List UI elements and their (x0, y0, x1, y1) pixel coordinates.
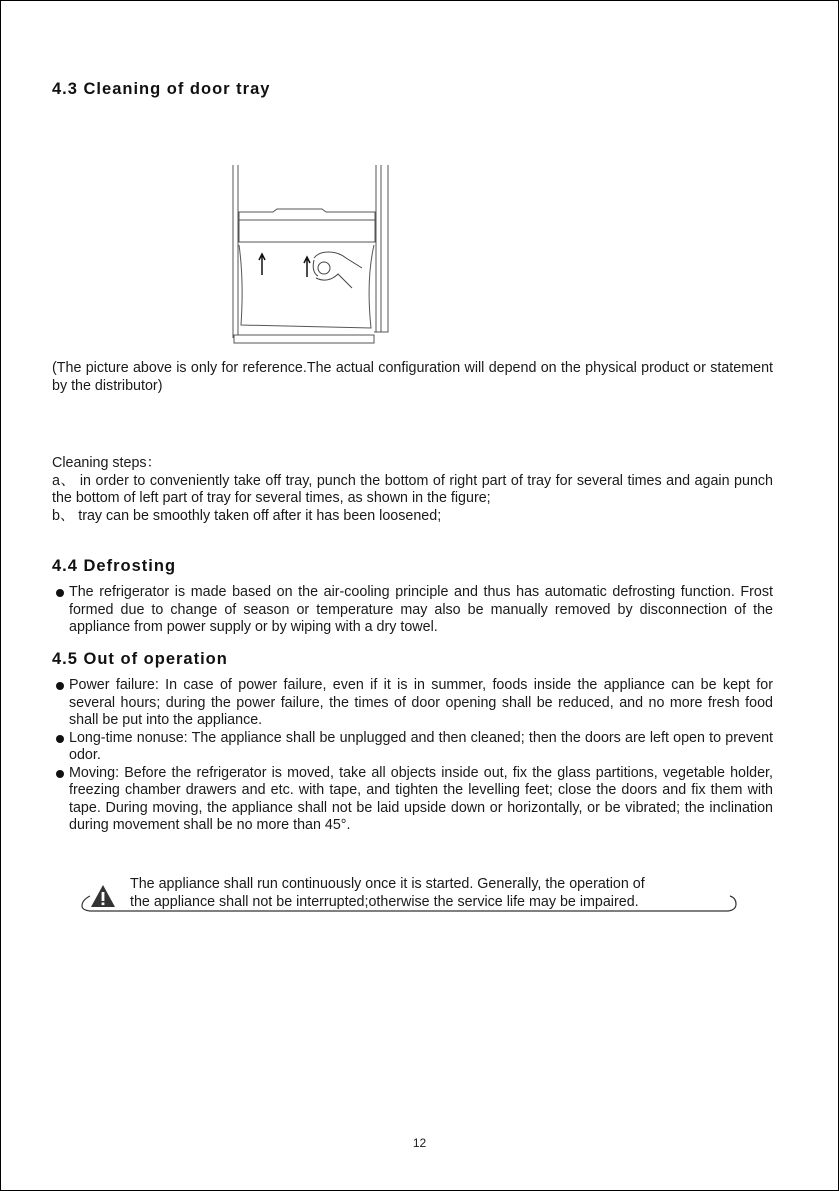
warning-line-1: The appliance shall run continuously once it is started. Generally, the operation of (130, 876, 645, 892)
warning-triangle-icon (90, 884, 116, 908)
heading-cleaning-door-tray: 4.3 Cleaning of door tray (52, 80, 271, 98)
bullet-text: Moving: Before the refrigerator is moved, take all objects inside out, fix the glass partitions, vegetable holder, freezing chamber drawers and etc. with tape, and tighten the levelling feet; close the doors and fix them with tape. During moving, the appliance shall not be laid upside down or horizontally, or be vibrated; the inclination during movement shall be no more than 45°. (69, 764, 773, 833)
bullet-item (52, 584, 773, 637)
cleaning-steps (52, 455, 773, 525)
bullet-icon (56, 682, 64, 690)
bullet-text: Long-time nonuse: The appliance shall be unplugged and then cleaned; then the doors are left open to prevent odor. (69, 729, 773, 763)
bullet-item (52, 677, 773, 730)
bullet-item (52, 765, 773, 835)
warning-text (130, 876, 645, 911)
bullet-text: The refrigerator is made based on the air-cooling principle and thus has automatic defrosting function. Frost formed due to change of season or temperature may also be manually removed by disconnection of the appliance from power supply or by wiping with a dry towel. (69, 584, 773, 635)
cleaning-step-b: b、 tray can be smoothly taken off after it has been loosened; (52, 507, 442, 524)
door-tray-illustration (226, 160, 401, 345)
page-number: 12 (412, 1136, 427, 1150)
bullet-item (52, 730, 773, 765)
warning-line-2: the appliance shall not be interrupted;otherwise the service life may be impaired. (130, 893, 639, 910)
heading-defrosting: 4.4 Defrosting (52, 557, 177, 575)
bullet-icon (56, 735, 64, 743)
warning-note (78, 876, 738, 912)
bullet-icon (56, 589, 64, 597)
cleaning-steps-label: Cleaning steps： (52, 455, 161, 471)
bullet-icon (56, 770, 64, 778)
cleaning-step-a: a、 in order to conveniently take off tray, punch the bottom of right part of tray for several times and again punch the bottom of left part of tray for several times, as shown in the figure; (52, 472, 773, 506)
defrosting-list (52, 584, 773, 637)
bullet-text: Power failure: In case of power failure, even if it is in summer, foods inside the appliance can be kept for several hours; during the power failure, the times of door opening shall be reduced, and no more fresh food shall be put into the appliance. (69, 677, 773, 728)
out-of-operation-list (52, 677, 773, 835)
heading-out-of-operation: 4.5 Out of operation (52, 650, 228, 668)
figure-caption: (The picture above is only for reference.The actual configuration will depend on the physical product or statement by the distributor) (52, 360, 773, 394)
